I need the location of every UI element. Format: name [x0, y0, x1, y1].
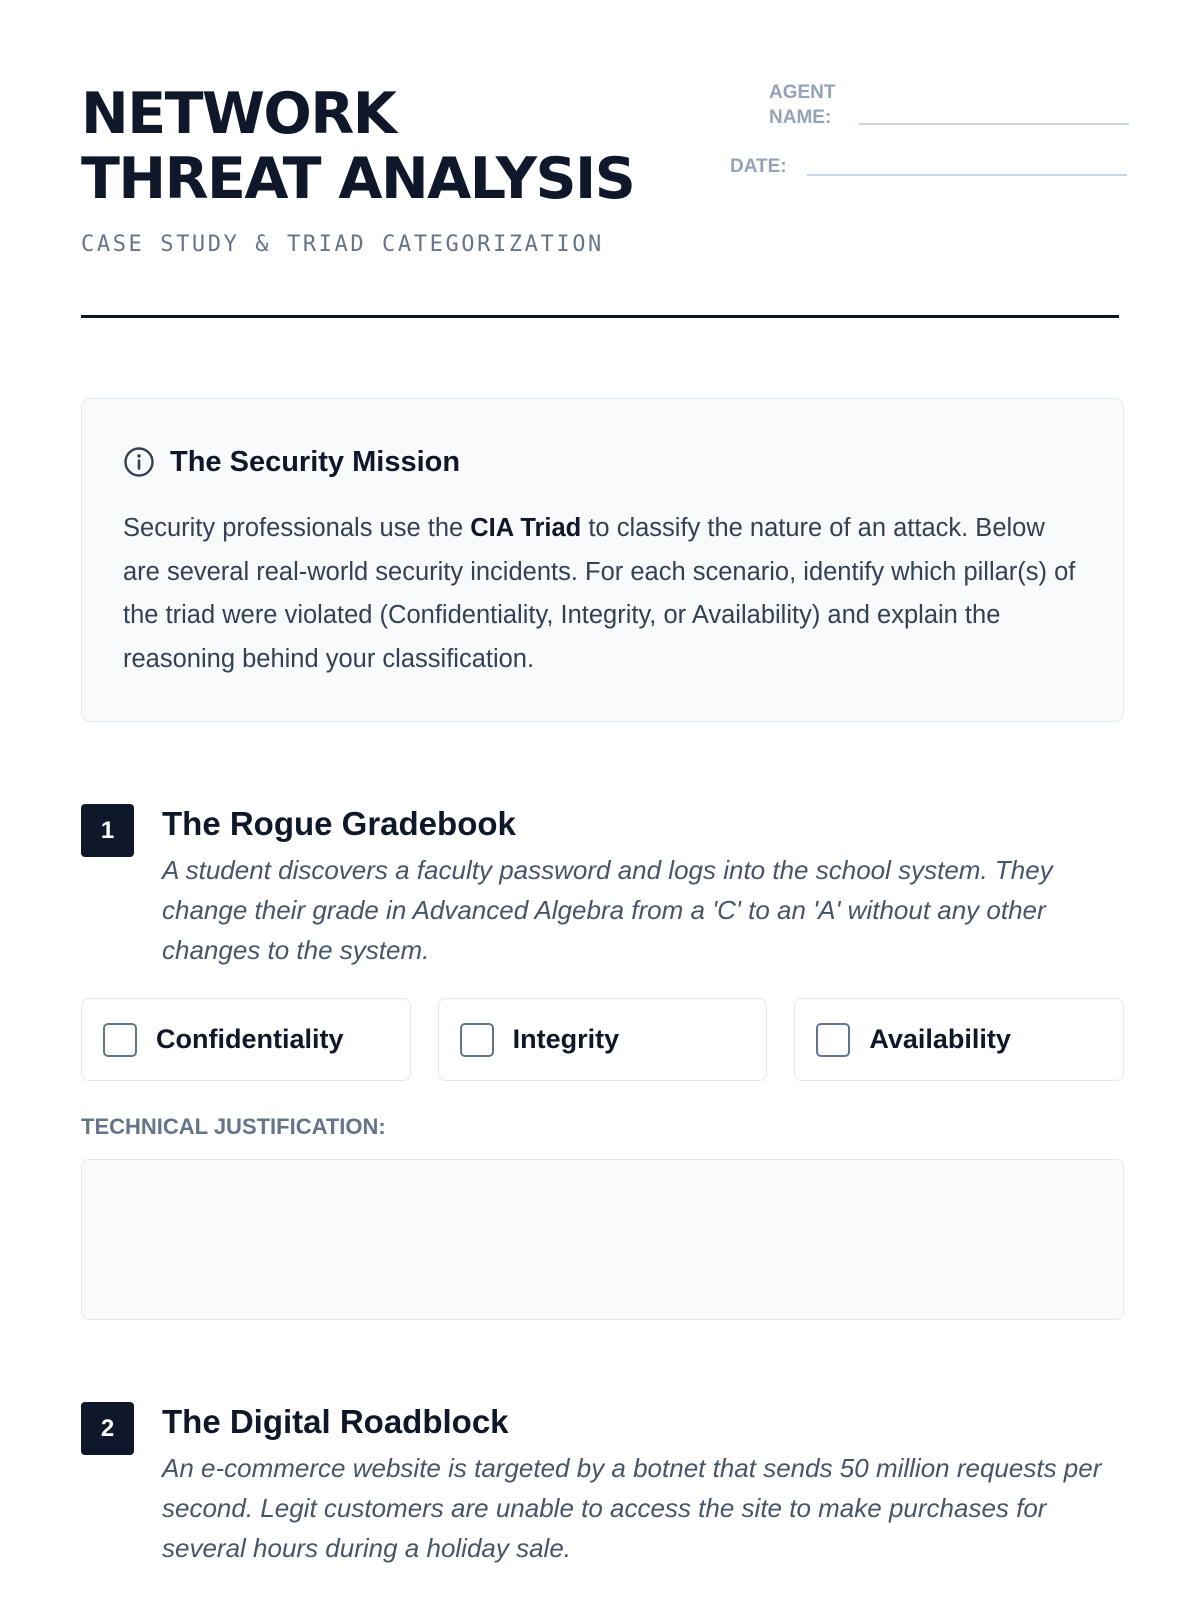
question-description: An e-commerce website is targeted by a botnet that sends 50 million requests per second. Legit customers are unable to access the site to make purchases for several hours during a holiday sale. [162, 1453, 1102, 1563]
page-title: NETWORK THREAT ANALYSIS [81, 81, 635, 212]
option-confidentiality[interactable] [81, 998, 411, 1081]
mission-text-highlight: CIA Triad [470, 514, 582, 542]
question-2 [81, 1400, 1124, 1568]
option-label: Confidentiality [156, 1024, 344, 1054]
option-label: Availability [869, 1024, 1011, 1054]
date-label: DATE: [730, 156, 787, 177]
availability-checkbox[interactable] [816, 1023, 850, 1057]
date-input-line[interactable] [807, 174, 1127, 176]
integrity-checkbox[interactable] [460, 1023, 494, 1057]
mission-text [123, 507, 1082, 681]
option-integrity[interactable] [438, 998, 768, 1081]
triad-options [81, 998, 1124, 1081]
mission-box [81, 398, 1124, 722]
page-subtitle: CASE STUDY & TRIAD CATEGORIZATION [81, 232, 604, 257]
mission-title: The Security Mission [170, 445, 461, 478]
question-title: The Rogue Gradebook [162, 805, 516, 842]
confidentiality-checkbox[interactable] [103, 1023, 137, 1057]
date-field [730, 154, 1127, 179]
option-label: Integrity [512, 1024, 620, 1054]
info-icon [123, 446, 155, 478]
question-body [162, 802, 1124, 970]
justification-label: TECHNICAL JUSTIFICATION: [81, 1114, 386, 1139]
question-body [162, 1400, 1124, 1568]
question-1 [81, 802, 1124, 1320]
mission-header [123, 443, 1082, 481]
justification-textarea[interactable] [81, 1159, 1124, 1320]
header [81, 0, 1119, 318]
option-availability[interactable] [794, 998, 1124, 1081]
question-description: A student discovers a faculty password and logs into the school system. They change their grade in Advanced Algebra from a 'C' to an 'A' without any other changes to the system. [162, 855, 1053, 965]
mission-text-start: Security professionals use the [123, 514, 471, 542]
question-number-badge: 1 [81, 804, 134, 857]
agent-name-label: AGENT NAME: [769, 82, 836, 128]
mission-text-end: to classify the nature of an attack. Below are several real-world security incidents. For each scenario, identify which pillar(s) of the triad were violated (Confidentiality, Integrity, or Availability) and explain the reasoning behind your classification. [123, 514, 1076, 673]
question-number-badge: 2 [81, 1402, 134, 1455]
agent-name-field [769, 80, 1129, 130]
question-title: The Digital Roadblock [162, 1403, 509, 1440]
agent-name-input-line[interactable] [859, 123, 1129, 125]
